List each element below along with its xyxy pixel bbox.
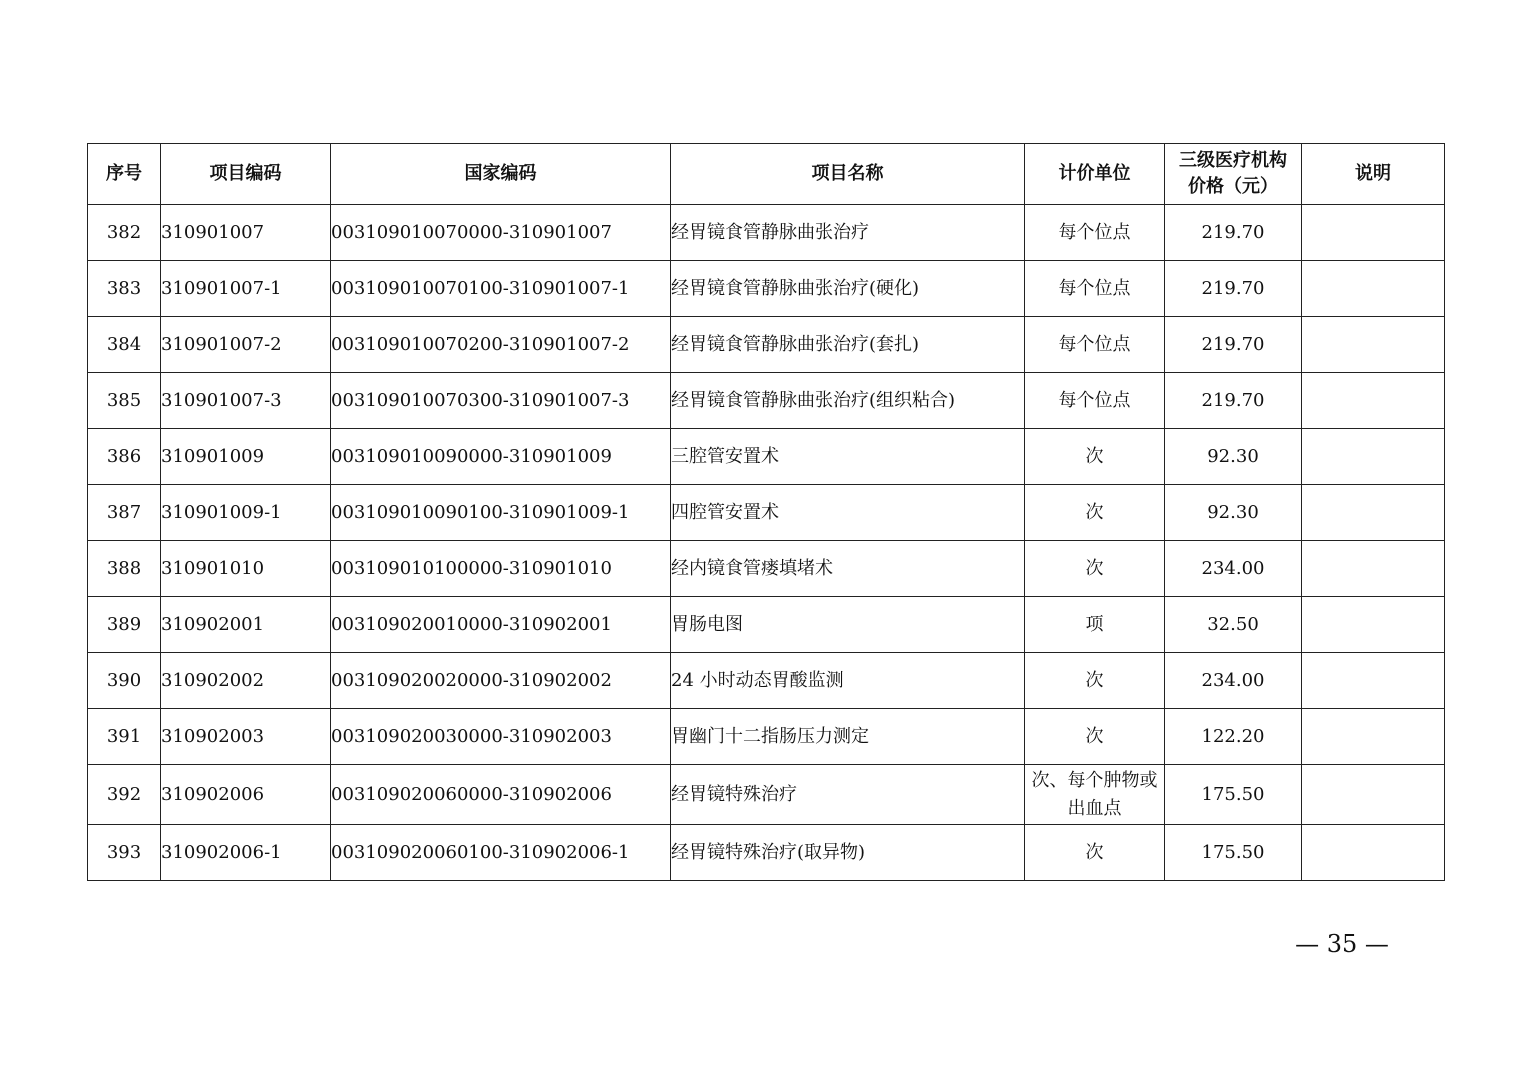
- cell-seq: 384: [88, 317, 161, 373]
- cell-national-code: 003109020010000-310902001: [331, 597, 671, 653]
- cell-note: [1302, 373, 1445, 429]
- cell-item-code: 310902002: [161, 653, 331, 709]
- cell-seq: 388: [88, 541, 161, 597]
- table-header-row: [88, 144, 1445, 205]
- cell-seq: 382: [88, 205, 161, 261]
- page-number: — 35 —: [1295, 930, 1389, 958]
- cell-price: 122.20: [1165, 709, 1302, 765]
- table-row: [88, 373, 1445, 429]
- table-row: [88, 429, 1445, 485]
- cell-item-code: 310902001: [161, 597, 331, 653]
- cell-price: 175.50: [1165, 765, 1302, 825]
- cell-item-code: 310901009-1: [161, 485, 331, 541]
- cell-item-name: 经胃镜食管静脉曲张治疗: [671, 205, 1025, 261]
- cell-note: [1302, 261, 1445, 317]
- cell-item-name: 经胃镜食管静脉曲张治疗(硬化): [671, 261, 1025, 317]
- cell-national-code: 003109010090000-310901009: [331, 429, 671, 485]
- header-item-name: 项目名称: [671, 144, 1025, 205]
- cell-national-code: 003109010070200-310901007-2: [331, 317, 671, 373]
- header-note: 说明: [1302, 144, 1445, 205]
- cell-seq: 391: [88, 709, 161, 765]
- cell-unit: 次: [1025, 825, 1165, 881]
- cell-price: 175.50: [1165, 825, 1302, 881]
- cell-seq: 383: [88, 261, 161, 317]
- cell-note: [1302, 317, 1445, 373]
- cell-note: [1302, 765, 1445, 825]
- cell-national-code: 003109010070000-310901007: [331, 205, 671, 261]
- table-row: [88, 205, 1445, 261]
- cell-note: [1302, 205, 1445, 261]
- cell-item-name: 经胃镜特殊治疗: [671, 765, 1025, 825]
- table-row: [88, 485, 1445, 541]
- cell-item-name: 经胃镜食管静脉曲张治疗(套扎): [671, 317, 1025, 373]
- table-row: [88, 765, 1445, 825]
- header-national-code: 国家编码: [331, 144, 671, 205]
- cell-item-code: 310901010: [161, 541, 331, 597]
- cell-price: 234.00: [1165, 541, 1302, 597]
- cell-seq: 385: [88, 373, 161, 429]
- cell-price: 219.70: [1165, 205, 1302, 261]
- cell-national-code: 003109020060100-310902006-1: [331, 825, 671, 881]
- cell-price: 32.50: [1165, 597, 1302, 653]
- cell-item-code: 310901009: [161, 429, 331, 485]
- table-row: [88, 317, 1445, 373]
- header-seq: 序号: [88, 144, 161, 205]
- cell-seq: 386: [88, 429, 161, 485]
- cell-seq: 390: [88, 653, 161, 709]
- table-row: [88, 653, 1445, 709]
- cell-unit: 次: [1025, 653, 1165, 709]
- cell-price: 92.30: [1165, 485, 1302, 541]
- cell-unit: 次: [1025, 709, 1165, 765]
- cell-unit: 次: [1025, 541, 1165, 597]
- cell-item-name: 经胃镜特殊治疗(取异物): [671, 825, 1025, 881]
- cell-national-code: 003109010100000-310901010: [331, 541, 671, 597]
- cell-price: 219.70: [1165, 261, 1302, 317]
- cell-item-name: 胃幽门十二指肠压力测定: [671, 709, 1025, 765]
- cell-unit: 次、每个肿物或出血点: [1025, 765, 1165, 825]
- header-item-code: 项目编码: [161, 144, 331, 205]
- cell-seq: 387: [88, 485, 161, 541]
- cell-item-code: 310902006-1: [161, 825, 331, 881]
- cell-item-name: 24 小时动态胃酸监测: [671, 653, 1025, 709]
- cell-note: [1302, 653, 1445, 709]
- cell-unit: 每个位点: [1025, 317, 1165, 373]
- cell-item-code: 310901007: [161, 205, 331, 261]
- cell-national-code: 003109020060000-310902006: [331, 765, 671, 825]
- cell-item-name: 四腔管安置术: [671, 485, 1025, 541]
- cell-price: 219.70: [1165, 317, 1302, 373]
- cell-item-code: 310902003: [161, 709, 331, 765]
- cell-unit: 每个位点: [1025, 205, 1165, 261]
- cell-national-code: 003109010070300-310901007-3: [331, 373, 671, 429]
- cell-unit: 每个位点: [1025, 261, 1165, 317]
- cell-seq: 393: [88, 825, 161, 881]
- cell-note: [1302, 485, 1445, 541]
- cell-note: [1302, 541, 1445, 597]
- cell-seq: 392: [88, 765, 161, 825]
- cell-note: [1302, 825, 1445, 881]
- header-price: 三级医疗机构价格（元）: [1165, 144, 1302, 205]
- cell-note: [1302, 709, 1445, 765]
- cell-note: [1302, 429, 1445, 485]
- table-row: [88, 541, 1445, 597]
- cell-item-code: 310901007-3: [161, 373, 331, 429]
- cell-item-name: 三腔管安置术: [671, 429, 1025, 485]
- cell-item-code: 310901007-2: [161, 317, 331, 373]
- cell-national-code: 003109010090100-310901009-1: [331, 485, 671, 541]
- table-row: [88, 709, 1445, 765]
- header-unit: 计价单位: [1025, 144, 1165, 205]
- price-table: [87, 143, 1445, 881]
- cell-unit: 次: [1025, 485, 1165, 541]
- cell-item-code: 310901007-1: [161, 261, 331, 317]
- cell-item-name: 经内镜食管瘘填堵术: [671, 541, 1025, 597]
- cell-item-code: 310902006: [161, 765, 331, 825]
- table-row: [88, 825, 1445, 881]
- table-row: [88, 597, 1445, 653]
- cell-note: [1302, 597, 1445, 653]
- cell-price: 234.00: [1165, 653, 1302, 709]
- cell-item-name: 胃肠电图: [671, 597, 1025, 653]
- cell-item-name: 经胃镜食管静脉曲张治疗(组织粘合): [671, 373, 1025, 429]
- cell-unit: 次: [1025, 429, 1165, 485]
- cell-seq: 389: [88, 597, 161, 653]
- table-row: [88, 261, 1445, 317]
- cell-national-code: 003109010070100-310901007-1: [331, 261, 671, 317]
- cell-national-code: 003109020020000-310902002: [331, 653, 671, 709]
- cell-price: 219.70: [1165, 373, 1302, 429]
- cell-national-code: 003109020030000-310902003: [331, 709, 671, 765]
- cell-unit: 项: [1025, 597, 1165, 653]
- cell-price: 92.30: [1165, 429, 1302, 485]
- cell-unit: 每个位点: [1025, 373, 1165, 429]
